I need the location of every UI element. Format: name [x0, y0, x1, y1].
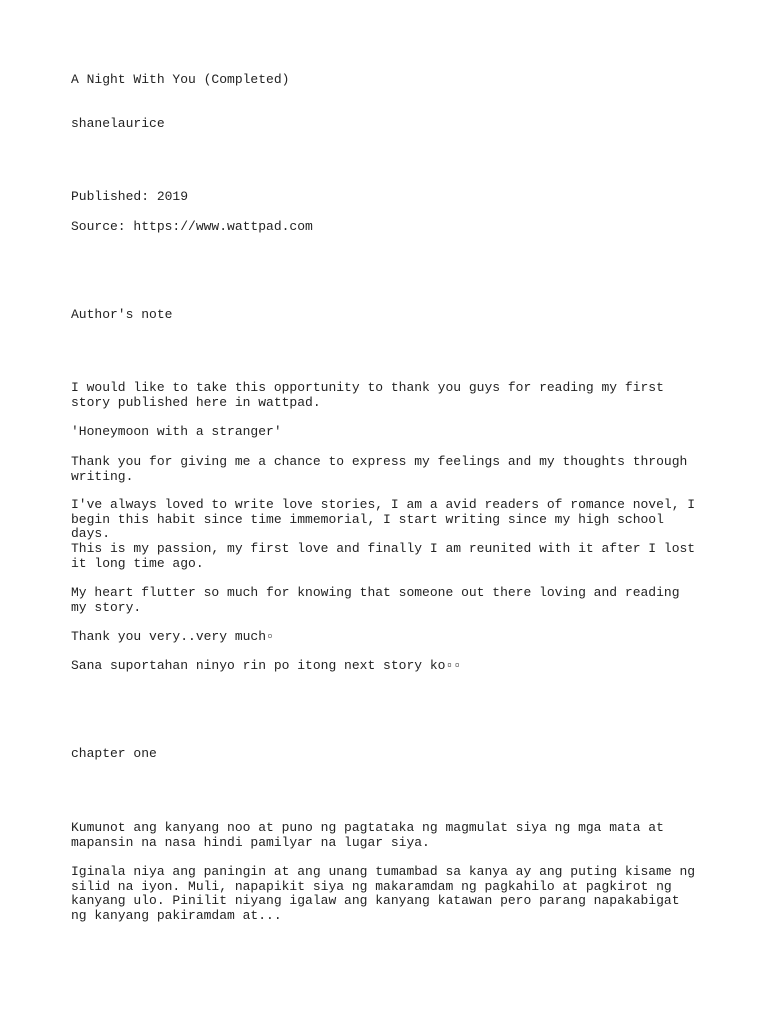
authors-note-paragraph: My heart flutter so much for knowing that someone out there loving and reading my story. — [71, 585, 680, 615]
authors-note-paragraph: Sana suportahan ninyo rin po itong next story ko▫▫ — [71, 658, 462, 673]
authors-note-paragraph: I've always loved to write love stories, I am a avid readers of romance novel, I begin this habit since time immemorial, I start writing since my high school days. — [71, 497, 696, 542]
chapter-paragraph: Iginala niya ang paningin at ang unang tumambad sa kanya ay ang puting kisame ng silid na iyon. Muli, napapikit siya ng makaramdam ng pagkahilo at pagkirot ng kanyang ulo. Pinilit niyang igalaw ang kanyang katawan pero parang napakabigat ng kanyang pakiramdam at... — [71, 864, 696, 923]
authors-note-heading: Author's note — [71, 307, 173, 322]
authors-note-paragraph: This is my passion, my first love and finally I am reunited with it after I lost it long time ago. — [71, 541, 696, 571]
author-name: shanelaurice — [71, 116, 165, 131]
authors-note-paragraph: I would like to take this opportunity to thank you guys for reading my first story published here in wattpad. — [71, 380, 664, 410]
published-line: Published: 2019 — [71, 189, 189, 204]
authors-note-paragraph: Thank you very..very much▫ — [71, 629, 274, 644]
authors-note-paragraph: Thank you for giving me a chance to express my feelings and my thoughts through writing. — [71, 454, 688, 484]
source-line: Source: https://www.wattpad.com — [71, 219, 313, 234]
chapter-heading: chapter one — [71, 746, 157, 761]
authors-note-paragraph: 'Honeymoon with a stranger' — [71, 424, 282, 439]
story-title: A Night With You (Completed) — [71, 72, 290, 87]
chapter-paragraph: Kumunot ang kanyang noo at puno ng pagtataka ng magmulat siya ng mga mata at mapansin na nasa hindi pamilyar na lugar siya. — [71, 820, 664, 850]
